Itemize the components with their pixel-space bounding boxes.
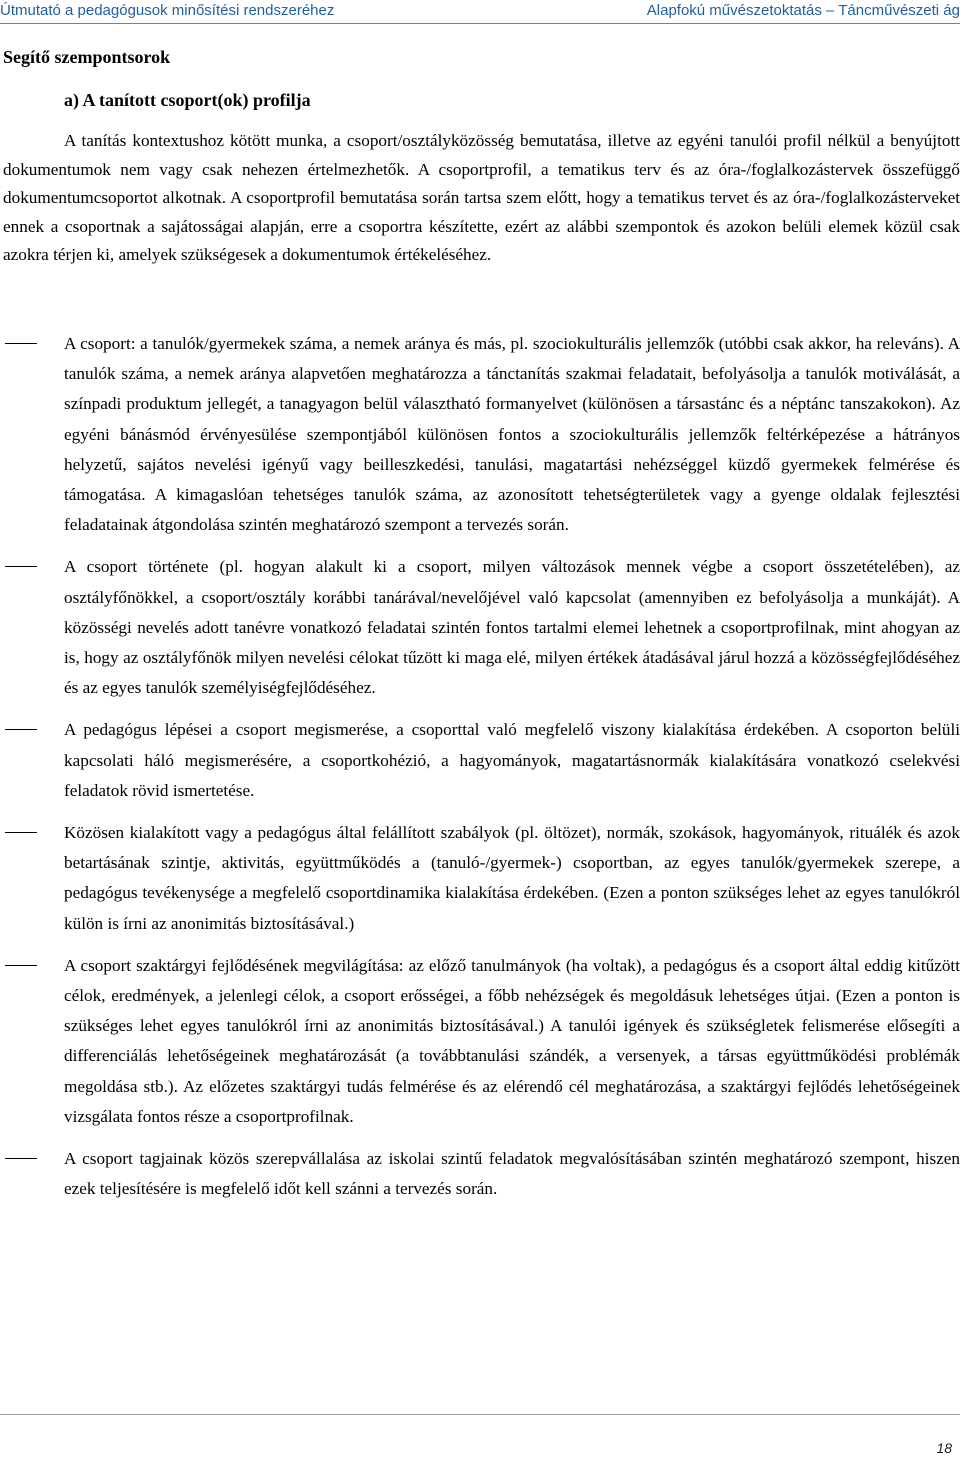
subsection-title: a) A tanított csoport(ok) profilja <box>64 90 311 110</box>
section-title: Segítő szempontsorok <box>3 47 171 67</box>
dash-bullet-icon <box>5 566 37 567</box>
footer-divider <box>0 1414 960 1415</box>
page-header <box>0 0 960 24</box>
dash-bullet-icon <box>5 1158 37 1159</box>
dash-bullet-icon <box>5 832 37 833</box>
header-left-title: Útmutató a pedagógusok minősítési rendszeréhez <box>0 2 335 19</box>
list-item <box>0 552 960 703</box>
intro-text <box>3 127 960 270</box>
list-item-text: Közösen kialakított vagy a pedagógus által felállított szabályok (pl. öltözet), normák, szokások, hagyományok, rituálék és azok betartásának szintje, aktivitás, együttműködés a (tanuló-/gyermek-) csoportban, az egyes tanulók/gyermekek szerepe, a pedagógus tevékenysége a megfelelő csoportdinamika kialakítása érdekében. (Ezen a ponton szükséges lehet az egyes tanulókról külön is írni az anonimitás biztosításával.) <box>64 823 960 933</box>
bullet-list <box>0 329 960 1216</box>
list-item <box>0 329 960 540</box>
list-item <box>0 715 960 806</box>
header-right-title: Alapfokú művészetoktatás – Táncművészeti ág <box>646 2 960 19</box>
dash-bullet-icon <box>5 965 37 966</box>
list-item-text: A csoport tagjainak közös szerepvállalása az iskolai szintű feladatok megvalósításában szintén meghatározó szempont, hiszen ezek teljesítésére is megfelelő időt kell szánni a tervezés során. <box>64 1149 960 1199</box>
list-item-text: A csoport: a tanulók/gyermekek száma, a nemek aránya és más, pl. szociokulturális jellemzők (utóbbi csak akkor, ha releváns). A tanulók száma, a nemek aránya alapvetően meghatározza a tánctanítás szakmai feladatait, befolyásolja a tanulók motiválását, a színpadi produktum jellegét, a tanagyagon belül választható formanyelvet (különösen a társastánc és a néptánc tanszakokon). Az egyéni bánásmód érvényesülése szempontjából különösen fontos a szociokulturális jellemzők feltérképezése a hátrányos helyzetű, sajátos nevelési igényű vagy beilleszkedési, tanulási, magatartási nehézséggel küzdő gyermekek felmérése és támogatása. A kimagaslóan tehetséges tanulók száma, az azonosított tehetségterületek vagy a gyenge oldalak fejlesztési feladatainak átgondolása szintén meghatározó szempont a tervezés során. <box>64 334 960 535</box>
list-item-text: A pedagógus lépései a csoport megismerése, a csoporttal való megfelelő viszony kialakítása érdekében. A csoporton belüli kapcsolati háló megismerésére, a csoportkohézió, a hagyományok, magatartásnormák kialakítására vonatkozó cselekvési feladatok rövid ismertetése. <box>64 720 960 800</box>
list-item-text: A csoport szaktárgyi fejlődésének megvilágítása: az előző tanulmányok (ha voltak), a pedagógus és a csoport által eddig kitűzött célok, eredmények, a jelenlegi célok, a csoport erősségei, a főbb nehézségek és megoldásuk lehetséges útjai. (Ezen a ponton is szükséges lehet egyes tanulókról írni az anonimitás biztosításával.) A tanulói igények és szükségletek felismerése elősegíti a differenciálás lehetőségeinek meghatározását (a továbbtanulási szándék, a versenyek, a társas együttműködési problémák megoldása stb.). Az előzetes szaktárgyi tudás felmérése és az elérendő cél meghatározása, a szaktárgyi fejlődés lehetőségeinek vizsgálata fontos része a csoportprofilnak. <box>64 955 960 1126</box>
list-item <box>0 818 960 939</box>
intro-paragraph: A tanítás kontextushoz kötött munka, a csoport/osztályközösség bemutatása, illetve az egyéni tanulói profil nélkül a benyújtott dokumentumok nem vagy csak nehezen értelmezhetők. A csoportprofil, a tematikus terv és az óra-/foglalkozástervek összefüggő dokumentumcsoportot alkotnak. A csoportprofil bemutatása során tartsa szem előtt, hogy a tematikus tervet és az óra-/foglalkozásterveket ennek a csoportnak a sajátosságai alapján, erre a csoportra készítette, ezért az alábbi szempontok és azokon belüli elemek közül csak azokra térjen ki, amelyek szükségesek a dokumentumok értékeléséhez. <box>3 131 960 265</box>
page-number: 18 <box>936 1440 952 1456</box>
dash-bullet-icon <box>5 343 37 344</box>
list-item <box>0 1144 960 1204</box>
list-item-text: A csoport története (pl. hogyan alakult ki a csoport, milyen változások mennek végbe a csoport összetételében), az osztályfőnökkel, a csoport/osztály korábbi tanárával/nevelőjével való kapcsolat (amennyiben ez befolyásolja a munkáját). A közösségi nevelés adott tanévre vonatkozó feladatai szintén fontos tartalmi elemei lehetnek a csoportprofilnak, mint ahogyan az is, hogy az osztályfőnök milyen nevelési célokat tűzött ki maga elé, milyen értékek átadásával járul hozzá a közösségfejlődéséhez és az egyes tanulók személyiségfejlődéséhez. <box>64 557 960 698</box>
dash-bullet-icon <box>5 729 37 730</box>
list-item <box>0 951 960 1132</box>
